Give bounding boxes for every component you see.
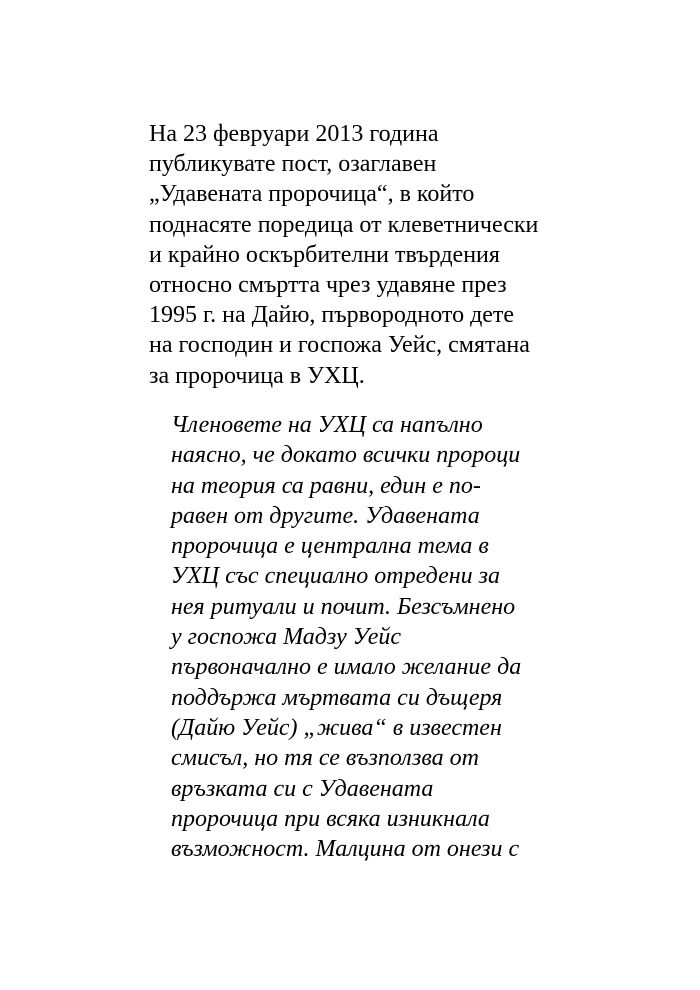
quote-line: пророчица е централна тема в (171, 533, 489, 560)
quote-line: пророчица при всяка изникнала (171, 805, 490, 832)
paragraph-line: поднасяте поредица от клеветнически (149, 211, 539, 238)
quote-line: наясно, че докато всички пророци (171, 442, 521, 469)
quote-line: на теория са равни, един е по- (171, 472, 481, 499)
quote-line: първоначално е имало желание да (171, 654, 522, 681)
paragraph-line: на господин и госпожа Уейс, смятана (149, 332, 530, 359)
paragraph-line: за пророчица в УХЦ. (149, 362, 365, 389)
paragraph-line: „Удавената пророчица“, в който (149, 181, 475, 208)
paragraph-line: публикувате пост, озаглавен (149, 151, 437, 178)
quote-line: нея ритуали и почит. Безсъмнено (171, 593, 516, 620)
quote-line: връзката си с Удавената (171, 775, 434, 802)
quote-line: Членовете на УХЦ са напълно (171, 412, 483, 438)
quote-line: равен от другите. Удавената (171, 502, 480, 529)
paragraph-line: 1995 г. на Дайю, първородното дете (149, 302, 515, 329)
quote-line: смисъл, но тя се възползва от (171, 745, 479, 772)
paragraph-line: На 23 февруари 2013 година (149, 121, 439, 147)
quote-line: поддържа мъртвата си дъщеря (171, 684, 503, 711)
block-quote (171, 410, 591, 864)
quote-line: у госпожа Мадзу Уейс (171, 624, 402, 651)
paragraph-line: и крайно оскърбителни твърдения (149, 241, 500, 268)
paragraph-line: относно смъртта чрез удавяне през (149, 272, 507, 299)
body-paragraph (149, 119, 589, 391)
quote-line: възможност. Малцина от онези с (171, 836, 520, 863)
quote-line: УХЦ със специално отредени за (171, 563, 501, 590)
quote-line: (Дайю Уейс) „жива“ в известен (171, 714, 502, 741)
